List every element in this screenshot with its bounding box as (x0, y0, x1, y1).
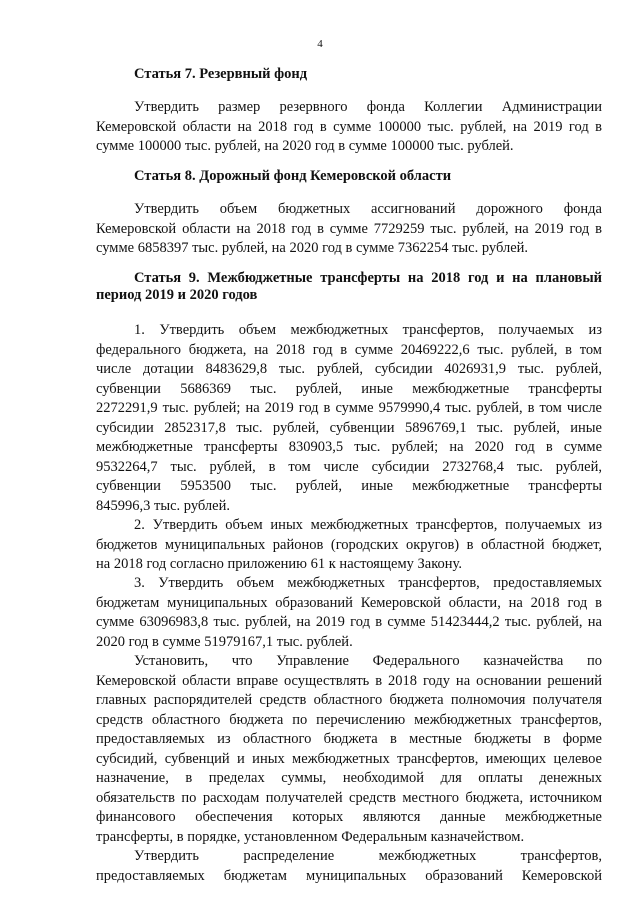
text-line: 845996,3 тыс. рублей. (96, 497, 230, 514)
text-line: финансового обеспечения которых являются данные межбюджетные (96, 809, 602, 825)
text-line: субсидии 2852317,8 тыс. рублей, субвенции 5896769,1 тыс. рублей, иные (96, 419, 602, 436)
text-line: федерального бюджета, на 2018 год в сумме 20469222,6 тыс. рублей, в том (96, 341, 602, 358)
text-line: предоставляемых бюджетам муниципальных образований Кемеровской (96, 867, 602, 884)
text-line: Кемеровской области вправе осуществлять в 2018 году на основании решений (96, 672, 602, 689)
heading-line: период 2019 и 2020 годов (96, 287, 258, 303)
text-line: сумме 6858397 тыс. рублей, на 2020 год в сумме 7362254 тыс. рублей. (96, 240, 529, 256)
article-9-item-3 (96, 574, 602, 652)
text-line: субсидий, субвенций и иных межбюджетных трансфертов, имеющих целевое (96, 750, 602, 767)
article-9-distribution-paragraph (96, 847, 602, 886)
text-line: бюджетов муниципальных районов (городских округов) в областной бюджет, (96, 536, 602, 553)
text-line: Установить, что Управление Федерального казначейства по (134, 653, 602, 669)
text-line: 1. Утвердить объем межбюджетных трансфертов, получаемых из (134, 322, 602, 338)
article-9-heading (96, 270, 602, 304)
text-line: предоставляемых из областного бюджета в местные бюджеты в форме (96, 731, 602, 747)
text-line: числе дотации 8483629,8 тыс. рублей, субсидии 4026931,9 тыс. рублей, (96, 361, 602, 377)
text-line: Утвердить объем бюджетных ассигнований дорожного фонда (134, 201, 602, 217)
heading-line: Статья 9. Межбюджетные трансферты на 2018 год и на плановый (134, 270, 602, 286)
article-9-item-1 (96, 321, 602, 516)
text-line: Кемеровской области на 2018 год в сумме 100000 тыс. рублей, на 2019 год в (96, 118, 602, 135)
text-line: сумме 100000 тыс. рублей, на 2020 год в сумме 100000 тыс. рублей. (96, 138, 514, 154)
text-line: назначение, в пределах суммы, необходимой для оплаты денежных (96, 770, 602, 786)
article-8-heading: Статья 8. Дорожный фонд Кемеровской области (134, 168, 452, 184)
text-line: главных распорядителей средств областного бюджета полномочия получателя (96, 692, 602, 708)
text-line: сумме 63096983,8 тыс. рублей, на 2019 год в сумме 51423444,2 тыс. рублей, на (96, 614, 602, 630)
text-line: 9532264,7 тыс. рублей, в том числе субсидии 2732768,4 тыс. рублей, (96, 458, 602, 475)
article-7-heading: Статья 7. Резервный фонд (134, 66, 308, 82)
article-9-treasury-paragraph (96, 652, 602, 847)
text-line: Утвердить размер резервного фонда Коллегии Администрации (134, 99, 602, 115)
text-line: обязательств по расходам получателей средств местного бюджета, источником (96, 789, 602, 806)
text-line: межбюджетные трансферты 830903,5 тыс. рублей; на 2020 год в сумме (96, 439, 602, 455)
text-line: субвенции 5686369 тыс. рублей, иные межбюджетные трансферты (96, 380, 602, 397)
text-line: бюджетам муниципальных образований Кемеровской области, на 2018 год в (96, 594, 602, 611)
text-line: 2272291,9 тыс. рублей; на 2019 год в сумме 9579990,4 тыс. рублей, в том числе (96, 400, 602, 416)
article-8-paragraph (96, 200, 602, 259)
article-7-paragraph (96, 98, 602, 157)
text-line: трансферты, в порядке, установленном Федеральным казначейством. (96, 828, 525, 845)
text-line: средств областного бюджета по перечислению межбюджетных трансфертов, (96, 711, 602, 728)
text-line: 3. Утвердить объем межбюджетных трансфертов, предоставляемых (134, 575, 602, 591)
page-number: 4 (317, 38, 323, 50)
text-line: 2020 год в сумме 51979167,1 тыс. рублей. (96, 633, 353, 650)
article-9-item-2 (96, 516, 602, 575)
text-line: субвенции 5953500 тыс. рублей, иные межбюджетные трансферты (96, 478, 602, 494)
text-line: на 2018 год согласно приложению 61 к настоящему Закону. (96, 556, 462, 572)
text-line: Утвердить распределение межбюджетных трансфертов, (134, 848, 602, 864)
text-line: Кемеровской области на 2018 год в сумме 7729259 тыс. рублей, на 2019 год в (96, 220, 602, 237)
text-line: 2. Утвердить объем иных межбюджетных трансфертов, получаемых из (134, 517, 602, 533)
